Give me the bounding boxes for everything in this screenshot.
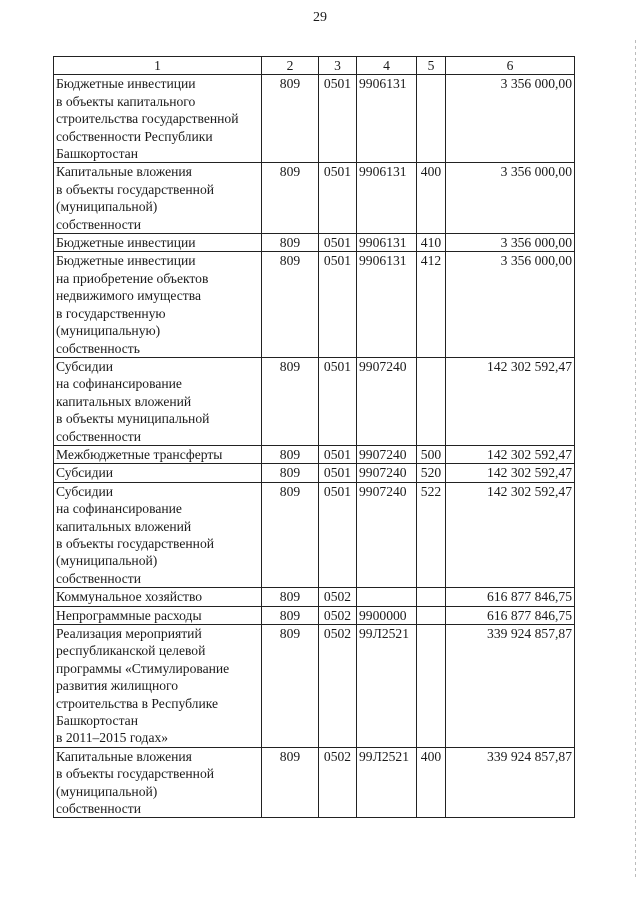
ministry-code-cell: 809 xyxy=(262,482,319,587)
ministry-code-cell: 809 xyxy=(262,747,319,818)
target-item-code-cell: 9906131 xyxy=(357,252,417,357)
amount-cell: 339 924 857,87 xyxy=(446,625,575,748)
table-row xyxy=(54,163,575,234)
expense-type-code-cell xyxy=(417,588,446,606)
target-item-code-cell: 9906131 xyxy=(357,163,417,234)
scan-edge-line xyxy=(635,40,636,880)
section-code-cell: 0501 xyxy=(319,75,357,163)
section-code-cell: 0502 xyxy=(319,625,357,748)
amount-cell: 3 356 000,00 xyxy=(446,163,575,234)
expense-type-code-cell: 520 xyxy=(417,464,446,482)
target-item-code-cell: 9907240 xyxy=(357,445,417,463)
ministry-code-cell: 809 xyxy=(262,234,319,252)
target-item-code-cell: 9906131 xyxy=(357,75,417,163)
table-row xyxy=(54,357,575,445)
target-item-code-cell: 99Л2521 xyxy=(357,747,417,818)
expense-type-code-cell: 412 xyxy=(417,252,446,357)
item-name-cell: Коммунальное хозяйство xyxy=(54,588,262,606)
section-code-cell: 0502 xyxy=(319,588,357,606)
expense-type-code-cell xyxy=(417,357,446,445)
ministry-code-cell: 809 xyxy=(262,625,319,748)
amount-cell: 3 356 000,00 xyxy=(446,252,575,357)
expense-type-code-cell xyxy=(417,75,446,163)
table-row xyxy=(54,482,575,587)
table-row xyxy=(54,625,575,748)
target-item-code-cell: 9900000 xyxy=(357,606,417,624)
expense-type-code-cell: 522 xyxy=(417,482,446,587)
section-code-cell: 0502 xyxy=(319,747,357,818)
header-row xyxy=(54,57,575,75)
table-row xyxy=(54,234,575,252)
item-name-cell: Бюджетные инвестиции на приобретение объектов недвижимого имущества в государственную (муниципальную) собственность xyxy=(54,252,262,357)
table-row xyxy=(54,464,575,482)
table-row xyxy=(54,445,575,463)
item-name-cell: Бюджетные инвестиции xyxy=(54,234,262,252)
section-code-cell: 0501 xyxy=(319,252,357,357)
table-row xyxy=(54,252,575,357)
item-name-cell: Непрограммные расходы xyxy=(54,606,262,624)
header-cell-5: 5 xyxy=(417,57,446,75)
section-code-cell: 0501 xyxy=(319,464,357,482)
section-code-cell: 0501 xyxy=(319,234,357,252)
amount-cell: 142 302 592,47 xyxy=(446,357,575,445)
header-cell-2: 2 xyxy=(262,57,319,75)
expense-type-code-cell: 410 xyxy=(417,234,446,252)
expense-type-code-cell xyxy=(417,625,446,748)
section-code-cell: 0501 xyxy=(319,163,357,234)
amount-cell: 339 924 857,87 xyxy=(446,747,575,818)
header-cell-6: 6 xyxy=(446,57,575,75)
table-row xyxy=(54,75,575,163)
ministry-code-cell: 809 xyxy=(262,252,319,357)
section-code-cell: 0502 xyxy=(319,606,357,624)
expense-type-code-cell: 500 xyxy=(417,445,446,463)
ministry-code-cell: 809 xyxy=(262,445,319,463)
amount-cell: 142 302 592,47 xyxy=(446,445,575,463)
ministry-code-cell: 809 xyxy=(262,75,319,163)
table-row xyxy=(54,747,575,818)
amount-cell: 616 877 846,75 xyxy=(446,606,575,624)
expense-type-code-cell xyxy=(417,606,446,624)
item-name-cell: Субсидии на софинансирование капитальных вложений в объекты государственной (муниципальной) собственности xyxy=(54,482,262,587)
ministry-code-cell: 809 xyxy=(262,163,319,234)
target-item-code-cell xyxy=(357,588,417,606)
item-name-cell: Капитальные вложения в объекты государственной (муниципальной) собственности xyxy=(54,747,262,818)
section-code-cell: 0501 xyxy=(319,445,357,463)
ministry-code-cell: 809 xyxy=(262,357,319,445)
ministry-code-cell: 809 xyxy=(262,464,319,482)
table-row xyxy=(54,606,575,624)
expense-type-code-cell: 400 xyxy=(417,747,446,818)
table-body xyxy=(54,75,575,818)
target-item-code-cell: 9907240 xyxy=(357,464,417,482)
amount-cell: 142 302 592,47 xyxy=(446,464,575,482)
ministry-code-cell: 809 xyxy=(262,606,319,624)
section-code-cell: 0501 xyxy=(319,357,357,445)
ministry-code-cell: 809 xyxy=(262,588,319,606)
item-name-cell: Бюджетные инвестиции в объекты капитального строительства государственной собственности Республики Башкортостан xyxy=(54,75,262,163)
budget-table xyxy=(53,56,575,818)
header-cell-4: 4 xyxy=(357,57,417,75)
amount-cell: 3 356 000,00 xyxy=(446,234,575,252)
expense-type-code-cell: 400 xyxy=(417,163,446,234)
item-name-cell: Реализация мероприятий республиканской целевой программы «Стимулирование развития жилищного строительства в Республике Башкортостан в 2011–2015 годах» xyxy=(54,625,262,748)
item-name-cell: Субсидии на софинансирование капитальных вложений в объекты муниципальной собственности xyxy=(54,357,262,445)
header-cell-3: 3 xyxy=(319,57,357,75)
item-name-cell: Межбюджетные трансферты xyxy=(54,445,262,463)
target-item-code-cell: 9906131 xyxy=(357,234,417,252)
item-name-cell: Субсидии xyxy=(54,464,262,482)
amount-cell: 142 302 592,47 xyxy=(446,482,575,587)
header-cell-1: 1 xyxy=(54,57,262,75)
target-item-code-cell: 9907240 xyxy=(357,357,417,445)
table-header xyxy=(54,57,575,75)
target-item-code-cell: 99Л2521 xyxy=(357,625,417,748)
page-number: 29 xyxy=(313,10,327,25)
section-code-cell: 0501 xyxy=(319,482,357,587)
item-name-cell: Капитальные вложения в объекты государственной (муниципальной) собственности xyxy=(54,163,262,234)
table-row xyxy=(54,588,575,606)
target-item-code-cell: 9907240 xyxy=(357,482,417,587)
amount-cell: 3 356 000,00 xyxy=(446,75,575,163)
amount-cell: 616 877 846,75 xyxy=(446,588,575,606)
